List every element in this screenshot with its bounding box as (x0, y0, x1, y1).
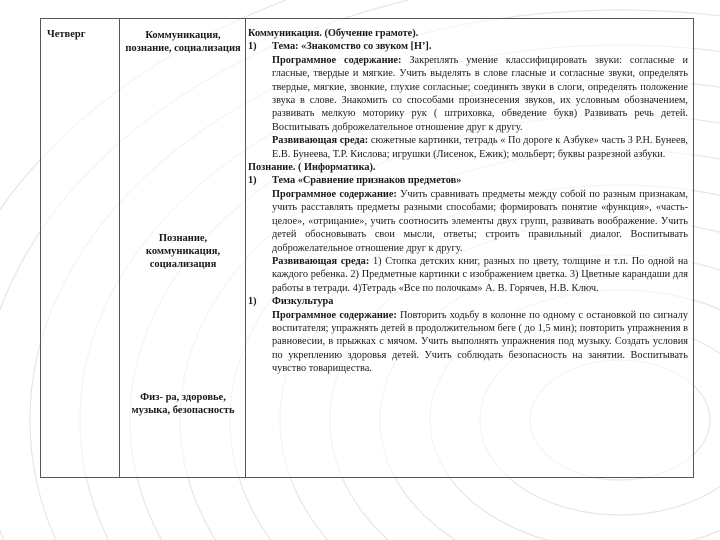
lesson-2-program: Программное содержание: Учить сравнивать предметы между собой по разным признакам, учить расставлять предметы разными способами; формировать понятие «функция», «часть- целое», «отрицание», учить соотносить элементы двух групп, развивать воображение. Учить детей обосновывать свои мысли, ответы; строить правильный диалог. Воспитывать доброжелательное отношение друг к другу. (272, 188, 688, 254)
lesson-3-theme-line: 1) Физкультура (248, 296, 334, 308)
area-cell-2: Познание, коммуникация, социализация (145, 233, 221, 270)
lesson-1-title: Коммуникация. (Обучение грамоте). (248, 28, 419, 39)
lesson-3-theme: Физкультура (272, 296, 334, 308)
lesson-2-theme-line: 1) Тема «Сравнение признаков предметов» (248, 175, 462, 187)
lesson-2-theme: Тема «Сравнение признаков предметов» (272, 175, 462, 187)
column-divider (119, 19, 120, 477)
area-cell-3: Физ- ра, здоровье, музыка, безопасность (131, 392, 235, 416)
lesson-3-program: Программное содержание: Повторить ходьбу в колонне по одному с остановкой по сигналу воспитателя; упражнять детей в продолжительном беге ( до 1,5 мин); повторить упражнения в равновесии, в прыжках с мячом. Учить выполнять упражнения под музыку. Создать условия по укреплению здоровья детей. Учить соблюдать безопасность на занятии. Воспитывать чувство товарищества. (272, 309, 688, 375)
lesson-table (40, 18, 694, 478)
day-cell: Четверг (47, 29, 86, 40)
lesson-2-title: Познание. ( Информатика). (248, 162, 376, 174)
lesson-content (248, 27, 688, 376)
lesson-1-theme-line: 1) Тема: «Знакомство со звуком [Н’]. (248, 41, 432, 53)
lesson-1-program: Программное содержание: Закреплять умение классифицировать звуки: согласные и гласные, твердые и мягкие. Учить выделять в слове гласные и согласные звуки, определять твердые, мягкие, звонкие, глухие согласные; соединять звуки в слоги, определять положение звука в слове. Знакомить со способами произнесения звуков, их условным обозначением, развивать мелкую моторику рук ( штриховка, обведение букв) Развивать речь детей. Воспитывать доброжелательное отношение друг к другу. (272, 54, 688, 133)
area-cell-1: Коммуникация, познание, социализация (125, 30, 241, 54)
column-divider (245, 19, 246, 477)
lesson-2-environment: Развивающая среда: 1) Стопка детских книг, разных по цвету, толщине и т.п. По одной на каждого ребенка. 2) Предметные картинки с изображением цветка. 3) Цветные карандаши для работы в тетради. 4)Тетрадь «Все по полочкам» А. В. Горячев, Н.В. Ключ. (272, 255, 688, 294)
lesson-1-theme: Тема: «Знакомство со звуком [Н’]. (272, 41, 432, 53)
lesson-1-environment: Развивающая среда: сюжетные картинки, тетрадь « По дороге к Азбуке» часть 3 Р.Н. Бунеев, Е.В. Бунеева, Т.Р. Кислова; игрушки (Лисенок, Ежик); мольберт; буквы разрезной азбуки. (272, 135, 689, 160)
